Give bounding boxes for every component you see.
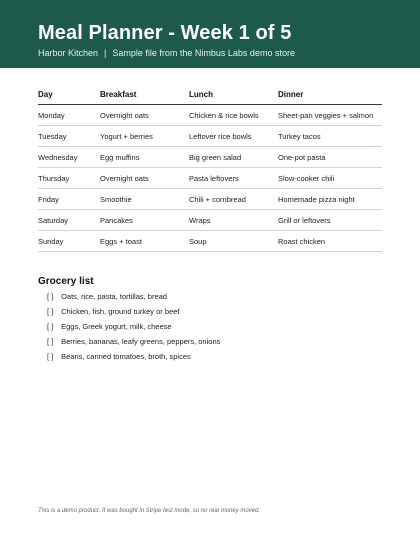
grocery-item-text: Chicken, fish, ground turkey or beef bbox=[61, 307, 180, 316]
grocery-item bbox=[47, 292, 220, 307]
grocery-list-heading: Grocery list bbox=[38, 276, 94, 287]
column-header-breakfast: Breakfast bbox=[100, 90, 189, 105]
lunch-cell: Chili + cornbread bbox=[189, 189, 278, 210]
day-cell: Thursday bbox=[38, 168, 100, 189]
table-row bbox=[38, 147, 382, 168]
dinner-cell: Roast chicken bbox=[278, 231, 382, 252]
breakfast-cell: Egg muffins bbox=[100, 147, 189, 168]
breakfast-cell: Pancakes bbox=[100, 210, 189, 231]
checkbox-placeholder: [ ] bbox=[47, 337, 54, 346]
table-row bbox=[38, 126, 382, 147]
dinner-cell: One-pot pasta bbox=[278, 147, 382, 168]
lunch-cell: Leftover rice bowls bbox=[189, 126, 278, 147]
grocery-item-text: Beans, canned tomatoes, broth, spices bbox=[61, 352, 191, 361]
subtitle-text: Sample file from the Nimbus Labs demo store bbox=[112, 48, 295, 58]
checkbox-placeholder: [ ] bbox=[47, 322, 54, 331]
breakfast-cell: Overnight oats bbox=[100, 168, 189, 189]
grocery-item bbox=[47, 352, 220, 367]
lunch-cell: Wraps bbox=[189, 210, 278, 231]
dinner-cell: Grill or leftovers bbox=[278, 210, 382, 231]
dinner-cell: Slow-cooker chili bbox=[278, 168, 382, 189]
table-row bbox=[38, 189, 382, 210]
checkbox-placeholder: [ ] bbox=[47, 307, 54, 316]
meal-plan-table bbox=[38, 90, 382, 252]
grocery-item bbox=[47, 337, 220, 352]
lunch-cell: Soup bbox=[189, 231, 278, 252]
checkbox-placeholder: [ ] bbox=[47, 352, 54, 361]
table-header-row bbox=[38, 90, 382, 105]
day-cell: Friday bbox=[38, 189, 100, 210]
page-subtitle bbox=[38, 48, 295, 58]
brand-name: Harbor Kitchen bbox=[38, 48, 99, 58]
grocery-item bbox=[47, 307, 220, 322]
footer-note: This is a demo product. It was bought in Stripe test mode, so no real money moved. bbox=[38, 508, 261, 514]
grocery-list bbox=[47, 292, 220, 367]
table-row bbox=[38, 231, 382, 252]
table-row bbox=[38, 210, 382, 231]
dinner-cell: Homemade pizza night bbox=[278, 189, 382, 210]
breakfast-cell: Overnight oats bbox=[100, 105, 189, 126]
table-row bbox=[38, 168, 382, 189]
day-cell: Wednesday bbox=[38, 147, 100, 168]
column-header-lunch: Lunch bbox=[189, 90, 278, 105]
checkbox-placeholder: [ ] bbox=[47, 292, 54, 301]
day-cell: Monday bbox=[38, 105, 100, 126]
breakfast-cell: Yogurt + berries bbox=[100, 126, 189, 147]
grocery-item-text: Berries, bananas, leafy greens, peppers, onions bbox=[61, 337, 221, 346]
lunch-cell: Big green salad bbox=[189, 147, 278, 168]
day-cell: Saturday bbox=[38, 210, 100, 231]
dinner-cell: Sheet-pan veggies + salmon bbox=[278, 105, 382, 126]
grocery-item bbox=[47, 322, 220, 337]
lunch-cell: Pasta leftovers bbox=[189, 168, 278, 189]
breakfast-cell: Smoothie bbox=[100, 189, 189, 210]
grocery-item-text: Eggs, Greek yogurt, milk, cheese bbox=[61, 322, 172, 331]
page-title: Meal Planner - Week 1 of 5 bbox=[38, 22, 292, 44]
column-header-day: Day bbox=[38, 90, 100, 105]
lunch-cell: Chicken & rice bowls bbox=[189, 105, 278, 126]
breakfast-cell: Eggs + toast bbox=[100, 231, 189, 252]
page-header bbox=[0, 0, 420, 68]
day-cell: Sunday bbox=[38, 231, 100, 252]
day-cell: Tuesday bbox=[38, 126, 100, 147]
table-row bbox=[38, 105, 382, 126]
dinner-cell: Turkey tacos bbox=[278, 126, 382, 147]
subtitle-separator: | bbox=[104, 48, 107, 58]
grocery-item-text: Oats, rice, pasta, tortillas, bread bbox=[61, 292, 167, 301]
column-header-dinner: Dinner bbox=[278, 90, 382, 105]
